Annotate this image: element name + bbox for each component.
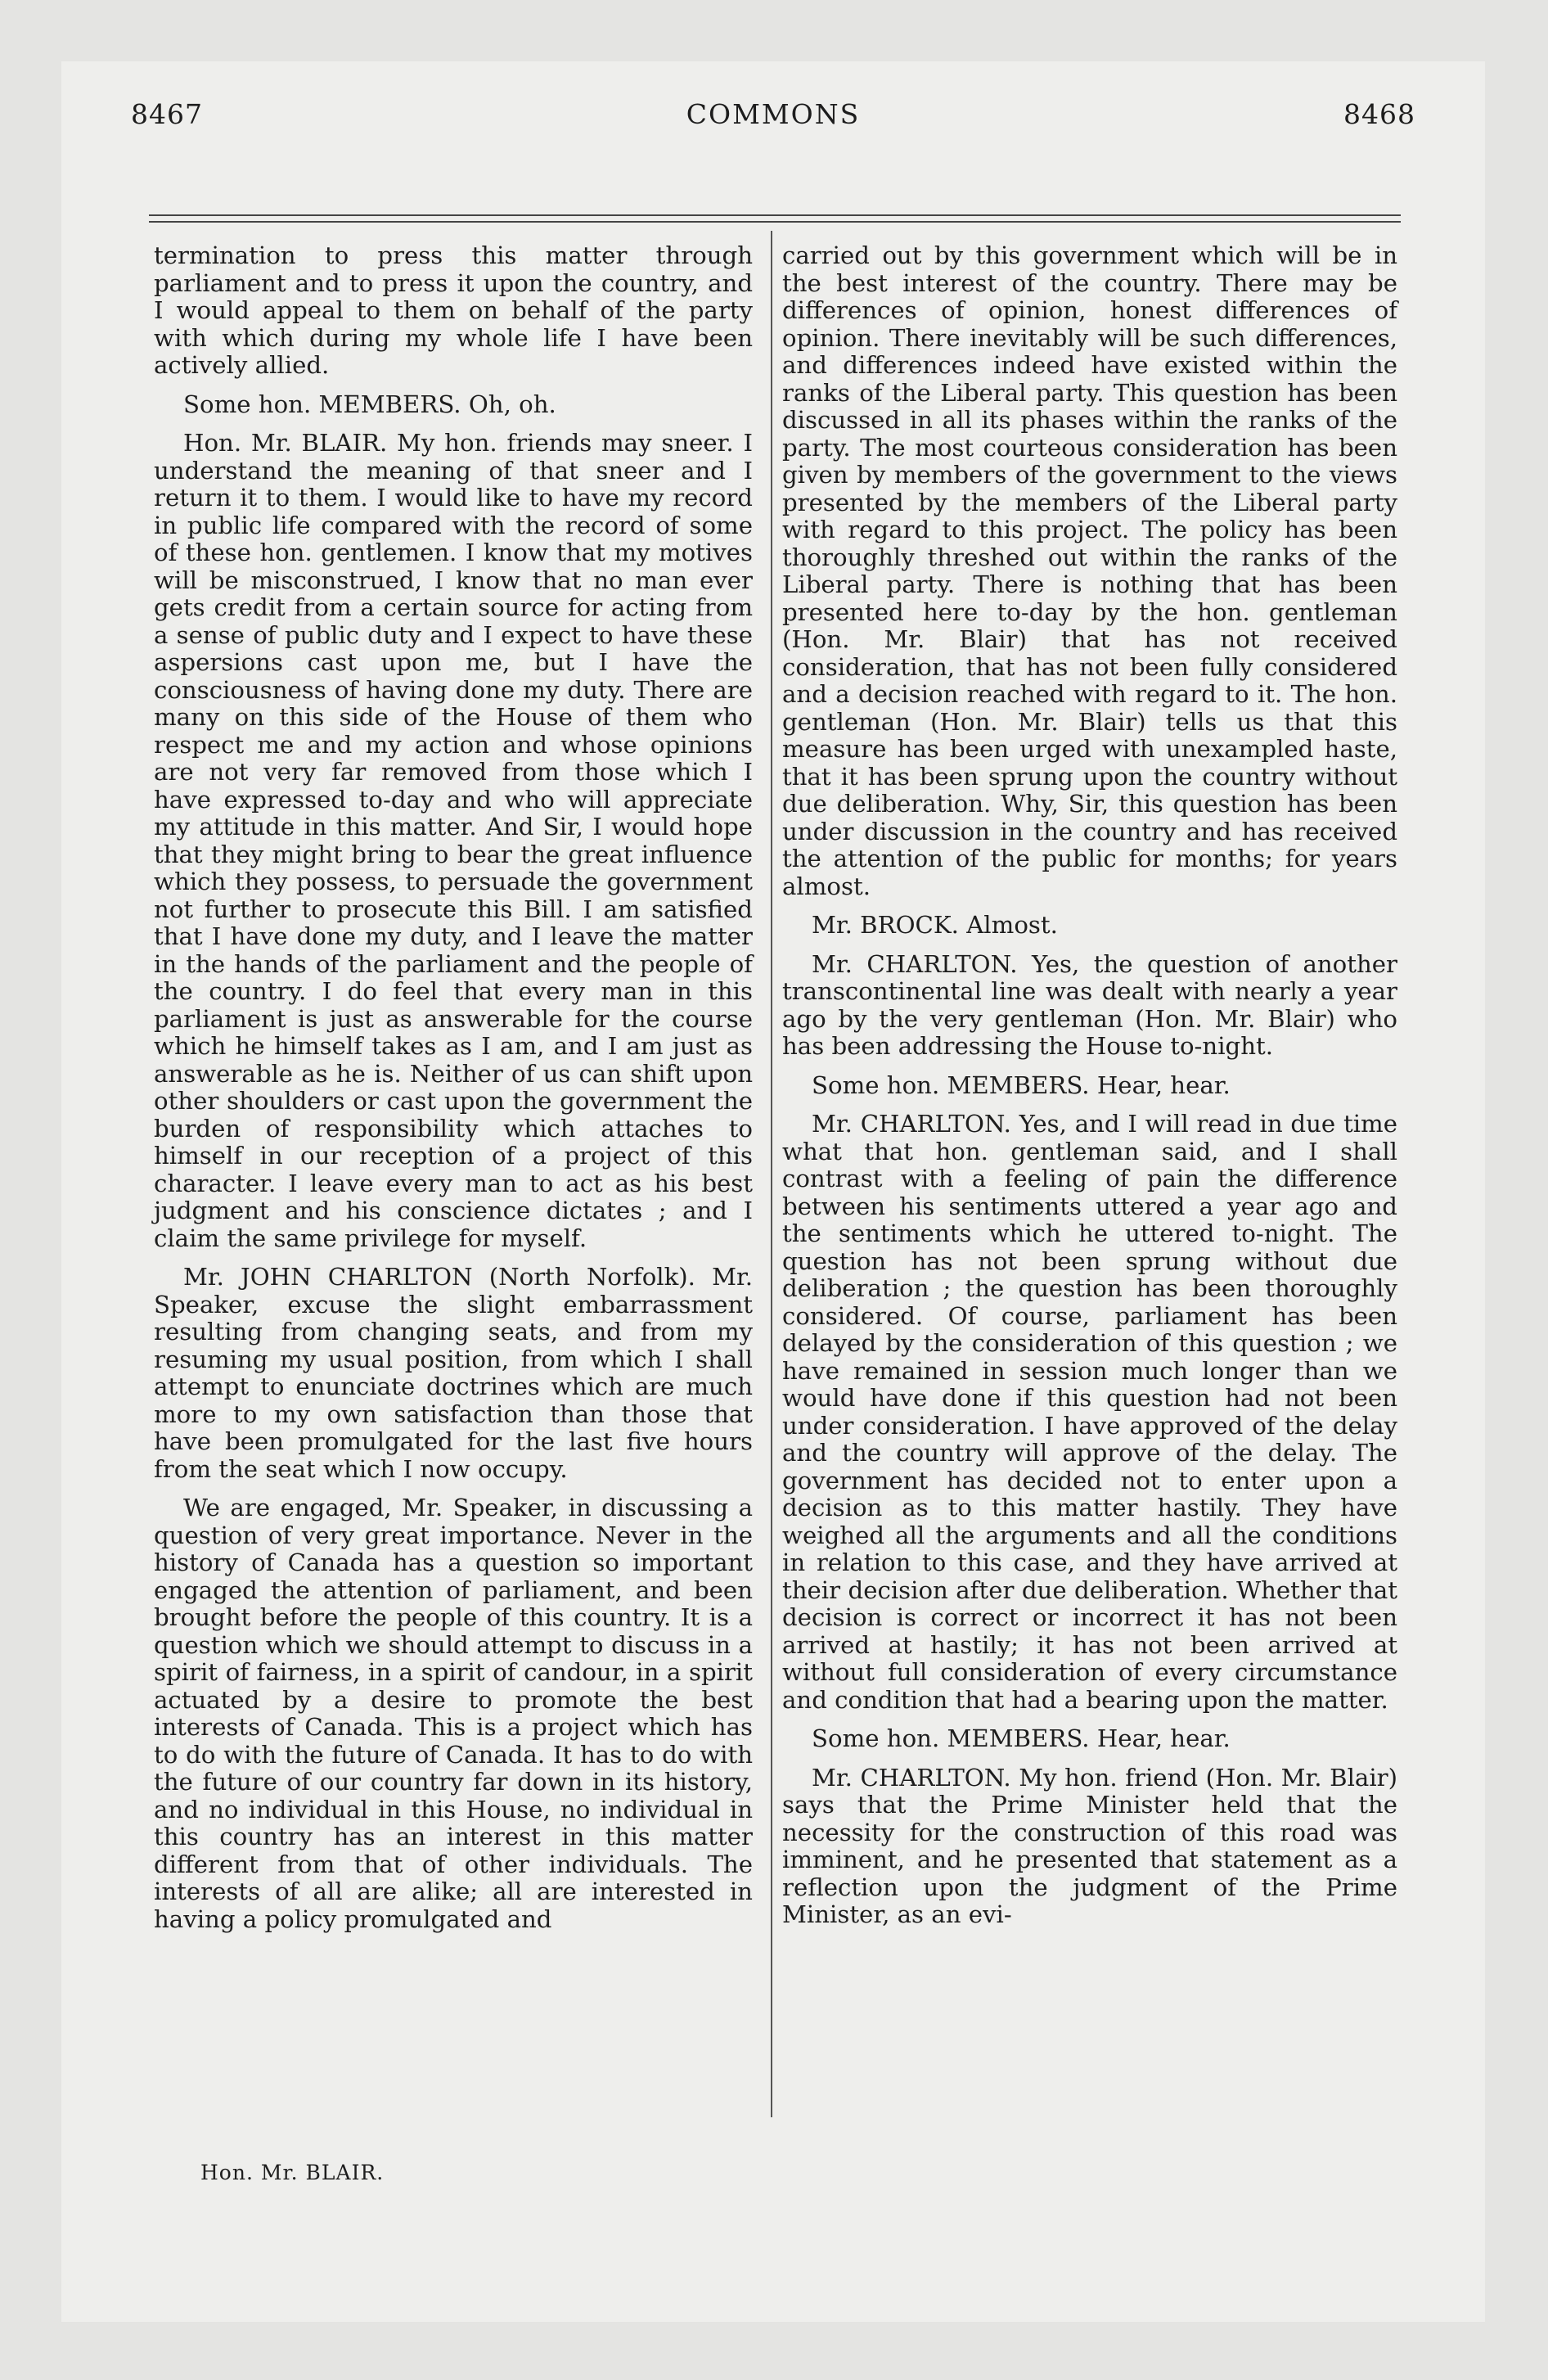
paragraph: Some hon. MEMBERS. Hear, hear. [812,1724,1231,1752]
paragraph: Mr. CHARLTON. My hon. friend (Hon. Mr. Blair) says that the Prime Minister held that the necessity for the construction of this road was imminent, and he presented that statement as a reflection upon the judgment of the Prime Minister, as an evi- [782,1763,1397,1928]
header-rule-double [149,221,1401,223]
paragraph: Hon. Mr. BLAIR. My hon. friends may sneer. I understand the meaning of that sneer and I return it to them. I would like to have my record in public life compared with the record of some of these hon. gentlemen. I know that my motives will be misconstrued, I know that no man ever gets credit from a certain source for acting from a sense of public duty and I expect to have these aspersions cast upon me, but I have the consciousness of having done my duty. There are many on this side of the House of them who respect me and my action and whose opinions are not very far removed from those which I have expressed to-day and who will appreciate my attitude in this matter. And Sir, I would hope that they might bring to bear the great influence which they possess, to persuade the government not further to prosecute this Bill. I am satisfied that I have done my duty, and I leave the matter in the hands of the parliament and the people of the country. I do feel that every man in this parliament is just as answerable for the course which he himself takes as I am, and I am just as answerable as he is. Neither of us can shift upon other shoulders or cast upon the government the burden of responsibility which attaches to himself in our reception of a project of this character. I leave every man to act as his best judgment and his conscience dictates ; and I claim the same privilege for myself. [154,429,753,1252]
page-number-right: 8468 [1343,98,1415,130]
page-number-left: 8467 [131,98,203,130]
header-rule [149,214,1401,216]
paragraph: termination to press this matter through parliament and to press it upon the country, and I would appeal to them on behalf of the party with which during my whole life I have been actively allied. [154,241,753,379]
paragraph: Some hon. MEMBERS. Hear, hear. [812,1071,1231,1099]
paragraph: Mr. JOHN CHARLTON (North Norfolk). Mr. Speaker, excuse the slight embarrassment resulting from changing seats, and from my resuming my usual position, from which I shall attempt to enunciate doctrines which are much more to my own satisfaction than those that have been promulgated for the last five hours from the seat which I now occupy. [154,1263,753,1483]
paragraph: carried out by this government which will be in the best interest of the country. There may be differences of opinion, honest differences of opinion. There inevitably will be such differences, and differences indeed have existed within the ranks of the Liberal party. This question has been discussed in all its phases within the ranks of the party. The most courteous consideration has been given by members of the government to the views presented by the members of the Liberal party with regard to this project. The policy has been thoroughly threshed out within the ranks of the Liberal party. There is nothing that has been presented here to-day by the hon. gentleman (Hon. Mr. Blair) that has not received consideration, that has not been fully considered and a decision reached with regard to it. The hon. gentleman (Hon. Mr. Blair) tells us that this measure has been urged with unexampled haste, that it has been sprung upon the country without due deliberation. Why, Sir, this question has been under discussion in the country and has received the attention of the public for months; for years almost. [782,241,1397,900]
running-title: COMMONS [686,98,861,130]
left-column [154,242,753,1945]
paragraph: Mr. BROCK. Almost. [812,911,1058,939]
paragraph: Mr. CHARLTON. Yes, and I will read in due time what that hon. gentleman said, and I shall contrast with a feeling of pain the difference between his sentiments uttered a year ago and the sentiments which he uttered to-night. The question has not been sprung without due deliberation ; the question has been thoroughly considered. Of course, parliament has been delayed by the consideration of this question ; we have remained in session much longer than we would have done if this question had not been under consideration. I have approved of the delay and the country will approve of the delay. The government has decided not to enter upon a decision as to this matter hastily. They have weighed all the arguments and all the conditions in relation to this case, and they have arrived at their decision after due deliberation. Whether that decision is correct or incorrect it has not been arrived at hastily; it has not been arrived at without full consideration of every circumstance and condition that had a bearing upon the matter. [782,1110,1397,1714]
footer-speaker-line: Hon. Mr. BLAIR. [200,2161,385,2184]
column-divider [771,231,772,2117]
right-column [782,242,1397,1941]
page-header [131,98,1415,147]
paragraph: Some hon. MEMBERS. Oh, oh. [183,390,556,418]
paragraph: Mr. CHARLTON. Yes, the question of another transcontinental line was dealt with nearly a year ago by the very gentleman (Hon. Mr. Blair) who has been addressing the House to-night. [782,949,1397,1060]
paragraph: We are engaged, Mr. Speaker, in discussing a question of very great importance. Never in the history of Canada has a question so important engaged the attention of parliament, and been brought before the people of this country. It is a question which we should attempt to discuss in a spirit of fairness, in a spirit of candour, in a spirit actuated by a desire to promote the best interests of Canada. This is a project which has to do with the future of Canada. It has to do with the future of our country far down in its history, and no individual in this House, no individual in this country has an interest in this matter different from that of other individuals. The interests of all are alike; all are interested in having a policy promulgated and [154,1494,753,1933]
